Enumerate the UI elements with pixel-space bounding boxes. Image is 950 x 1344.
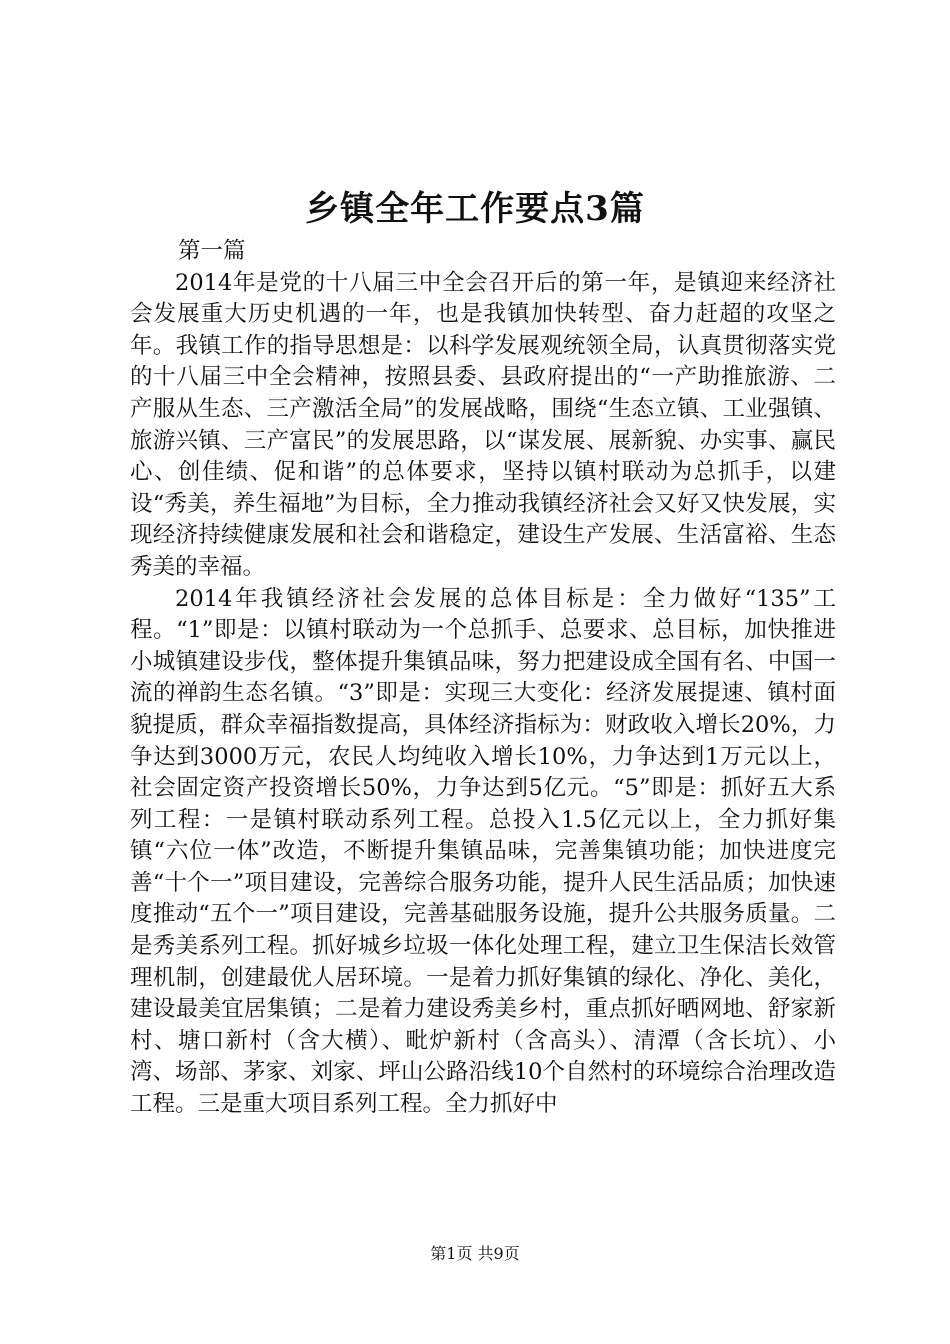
page-footer: 第1页 共9页: [430, 1244, 520, 1263]
section-label: 第一篇: [178, 238, 246, 264]
paragraph-2: 2014年我镇经济社会发展的总体目标是：全力做好“135”工程。“1”即是：以镇村联动为一个总抓手、总要求、总目标，加快推进小城镇建设步伐，整体提升集镇品味，努力把建设成全国有名、中国一流的禅韵生态名镇。“3”即是：实现三大变化：经济发展提速、镇村面貌提质，群众幸福指数提高，具体经济指标为：财政收入增长20%，力争达到3000万元，农民人均纯收入增长10%，力争达到1万元以上，社会固定资产投资增长50%，力争达到5亿元。“5”即是：抓好五大系列工程：一是镇村联动系列工程。总投入1.5亿元以上，全力抓好集镇“六位一体”改造，不断提升集镇品味，完善集镇功能；加快进度完善“十个一”项目建设，完善综合服务功能，提升人民生活品质；加快速度推动“五个一”项目建设，完善基础服务设施，提升公共服务质量。二是秀美系列工程。抓好城乡垃圾一体化处理工程，建立卫生保洁长效管理机制，创建最优人居环境。一是着力抓好集镇的绿化、净化、美化，建设最美宜居集镇；二是着力建设秀美乡村，重点抓好晒网地、舒家新村、塘口新村（含大横）、毗炉新村（含高头）、清潭（含长坑）、小湾、场部、茅家、刘家、坪山公路沿线10个自然村的环境综合治理改造工程。三是重大项目系列工程。全力抓好中: [130, 585, 836, 1118]
paragraph-1: 2014年是党的十八届三中全会召开后的第一年，是镇迎来经济社会发展重大历史机遇的一年，也是我镇加快转型、奋力赶超的攻坚之年。我镇工作的指导思想是：以科学发展观统领全局，认真贯彻落实党的十八届三中全会精神，按照县委、县政府提出的“一产助推旅游、二产服从生态、三产激活全局”的发展战略，围绕“生态立镇、工业强镇、旅游兴镇、三产富民”的发展思路，以“谋发展、展新貌、办实事、赢民心、创佳绩、促和谐”的总体要求，坚持以镇村联动为总抓手，以建设“秀美，养生福地”为目标，全力推动我镇经济社会又好又快发展，实现经济持续健康发展和社会和谐稳定，建设生产发展、生活富裕、生态秀美的幸福。: [130, 269, 836, 580]
page-title: 乡镇全年工作要点3篇: [305, 189, 645, 229]
document-body: [130, 236, 836, 1121]
